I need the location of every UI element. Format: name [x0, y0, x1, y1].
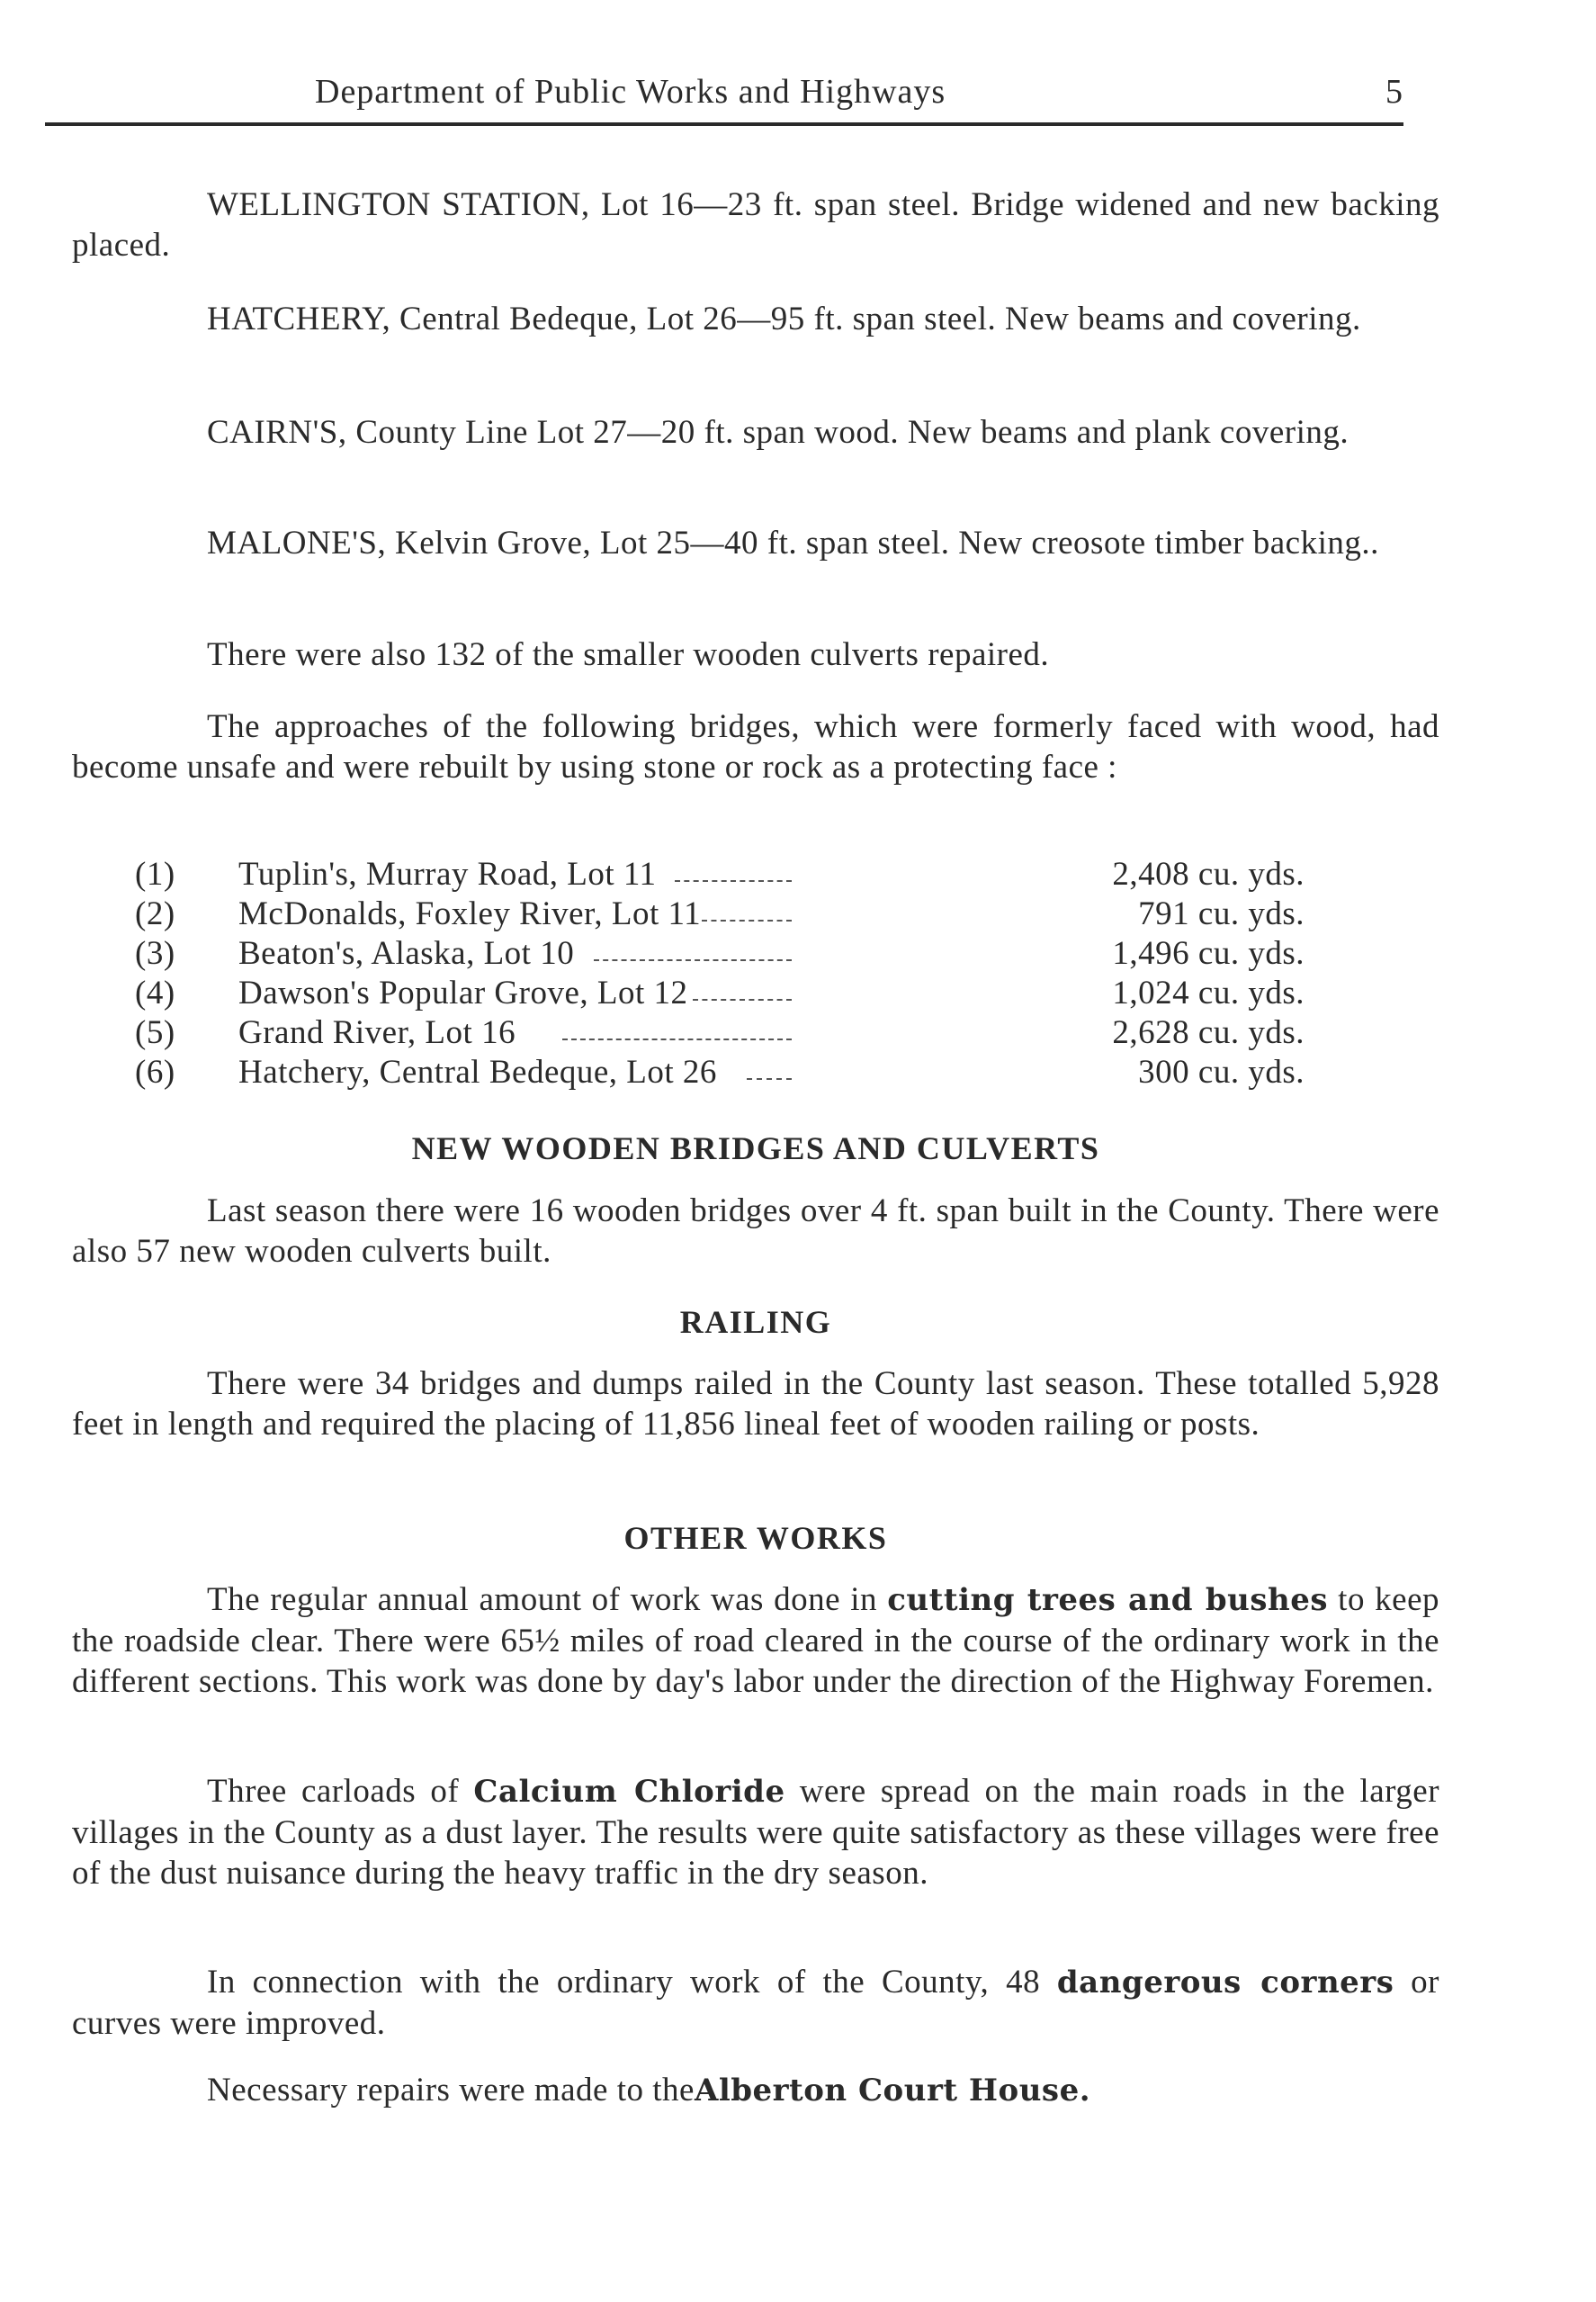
text-run: Three carloads of: [207, 1773, 474, 1810]
bold-phrase: cutting trees and bushes: [887, 1582, 1328, 1618]
list-item-quantity: 791 cu. yds.: [1138, 895, 1305, 932]
list-item: [135, 974, 1305, 1013]
list-item-bridge: Tuplin's, Murray Road, Lot 11: [238, 856, 657, 893]
list-item-bridge: Beaton's, Alaska, Lot 10: [238, 935, 575, 972]
bold-phrase: Alberton Court House.: [694, 2073, 1091, 2109]
section-heading-railing: RAILING: [679, 1304, 832, 1340]
list-item-bridge: McDonalds, Foxley River, Lot 11: [238, 895, 702, 932]
section-heading-new-wooden-bridges: NEW WOODEN BRIDGES AND CULVERTS: [411, 1130, 1100, 1166]
paragraph-culverts-repaired: There were also 132 of the smaller wooden culverts repaired.: [207, 636, 1050, 673]
bold-phrase: dangerous corners: [1056, 1965, 1394, 2001]
paragraph-railing: There were 34 bridges and dumps railed in the County last season. These totalled 5,928 feet in length and required the placing of 11,856 lineal feet of wooden railing or posts.: [72, 1365, 1439, 1443]
list-item-number: (3): [135, 935, 175, 972]
list-item: [135, 1053, 1305, 1093]
paragraph-calcium-chloride: [72, 1771, 1439, 1893]
list-item-quantity: 1,024 cu. yds.: [1112, 975, 1305, 1012]
list-item-number: (1): [135, 856, 175, 893]
list-item: [135, 895, 1305, 934]
running-head-title: Department of Public Works and Highways: [315, 73, 946, 111]
list-item-number: (6): [135, 1054, 175, 1091]
header-rule: [45, 122, 1403, 126]
text-run: to keep the roadside clear. There were 65½ miles of road cleared in the course of the ordinary work in the different sections. This work was done by day's labor under the direction of the Highway Foremen.: [72, 1581, 1439, 1700]
list-item-bridge: Dawson's Popular Grove, Lot 12: [238, 975, 688, 1012]
list-item-number: (5): [135, 1014, 175, 1051]
page-number: 5: [1385, 73, 1403, 111]
dotted-leader: [693, 999, 792, 1001]
dotted-leader: [702, 920, 792, 922]
list-item: [135, 855, 1305, 895]
bridge-approach-list: [135, 855, 1305, 1093]
dotted-leader: [675, 880, 792, 882]
text-run: The regular annual amount of work was done in: [207, 1581, 888, 1618]
text-run: or curves were improved.: [72, 1964, 1439, 2042]
bold-phrase: Calcium Chloride: [473, 1774, 785, 1810]
paragraph-cutting-trees: [72, 1579, 1439, 1702]
dotted-leader: [594, 959, 792, 961]
dotted-leader: [562, 1039, 792, 1040]
paragraph-malones: MALONE'S, Kelvin Grove, Lot 25—40 ft. span steel. New creosote timber backing..: [207, 525, 1379, 562]
dotted-leader: [747, 1078, 792, 1080]
paragraph-wellington-station: WELLINGTON STATION, Lot 16—23 ft. span steel. Bridge widened and new backing placed.: [72, 186, 1439, 264]
list-item: [135, 934, 1305, 974]
list-item: [135, 1013, 1305, 1053]
paragraph-approaches: The approaches of the following bridges, which were formerly faced with wood, had become unsafe and were rebuilt by using stone or rock as a protecting face :: [72, 708, 1439, 786]
paragraph-court-house: [72, 2070, 1439, 2111]
text-run: were spread on the main roads in the larger villages in the County as a dust layer. The results were quite satisfactory as these villages were free of the dust nuisance during the heavy traffic in the dry season.: [72, 1773, 1440, 1892]
list-item-bridge: Hatchery, Central Bedeque, Lot 26: [238, 1054, 717, 1091]
section-heading-other-works: OTHER WORKS: [623, 1520, 888, 1556]
paragraph-hatchery: HATCHERY, Central Bedeque, Lot 26—95 ft. span steel. New beams and covering.: [207, 301, 1361, 337]
list-item-number: (2): [135, 895, 175, 932]
list-item-quantity: 2,628 cu. yds.: [1112, 1014, 1305, 1051]
list-item-number: (4): [135, 975, 175, 1012]
paragraph-cairns: CAIRN'S, County Line Lot 27—20 ft. span wood. New beams and plank covering.: [207, 414, 1349, 451]
list-item-bridge: Grand River, Lot 16: [238, 1014, 516, 1051]
list-item-quantity: 300 cu. yds.: [1138, 1054, 1305, 1091]
text-run: In connection with the ordinary work of the County, 48: [207, 1964, 1057, 2001]
paragraph-new-wooden-bridges: Last season there were 16 wooden bridges over 4 ft. span built in the County. There were also 57 new wooden culverts built.: [72, 1192, 1439, 1270]
list-item-quantity: 2,408 cu. yds.: [1112, 856, 1305, 893]
paragraph-dangerous-corners: [72, 1962, 1439, 2044]
text-run: Necessary repairs were made to the: [207, 2072, 695, 2109]
list-item-quantity: 1,496 cu. yds.: [1112, 935, 1305, 972]
